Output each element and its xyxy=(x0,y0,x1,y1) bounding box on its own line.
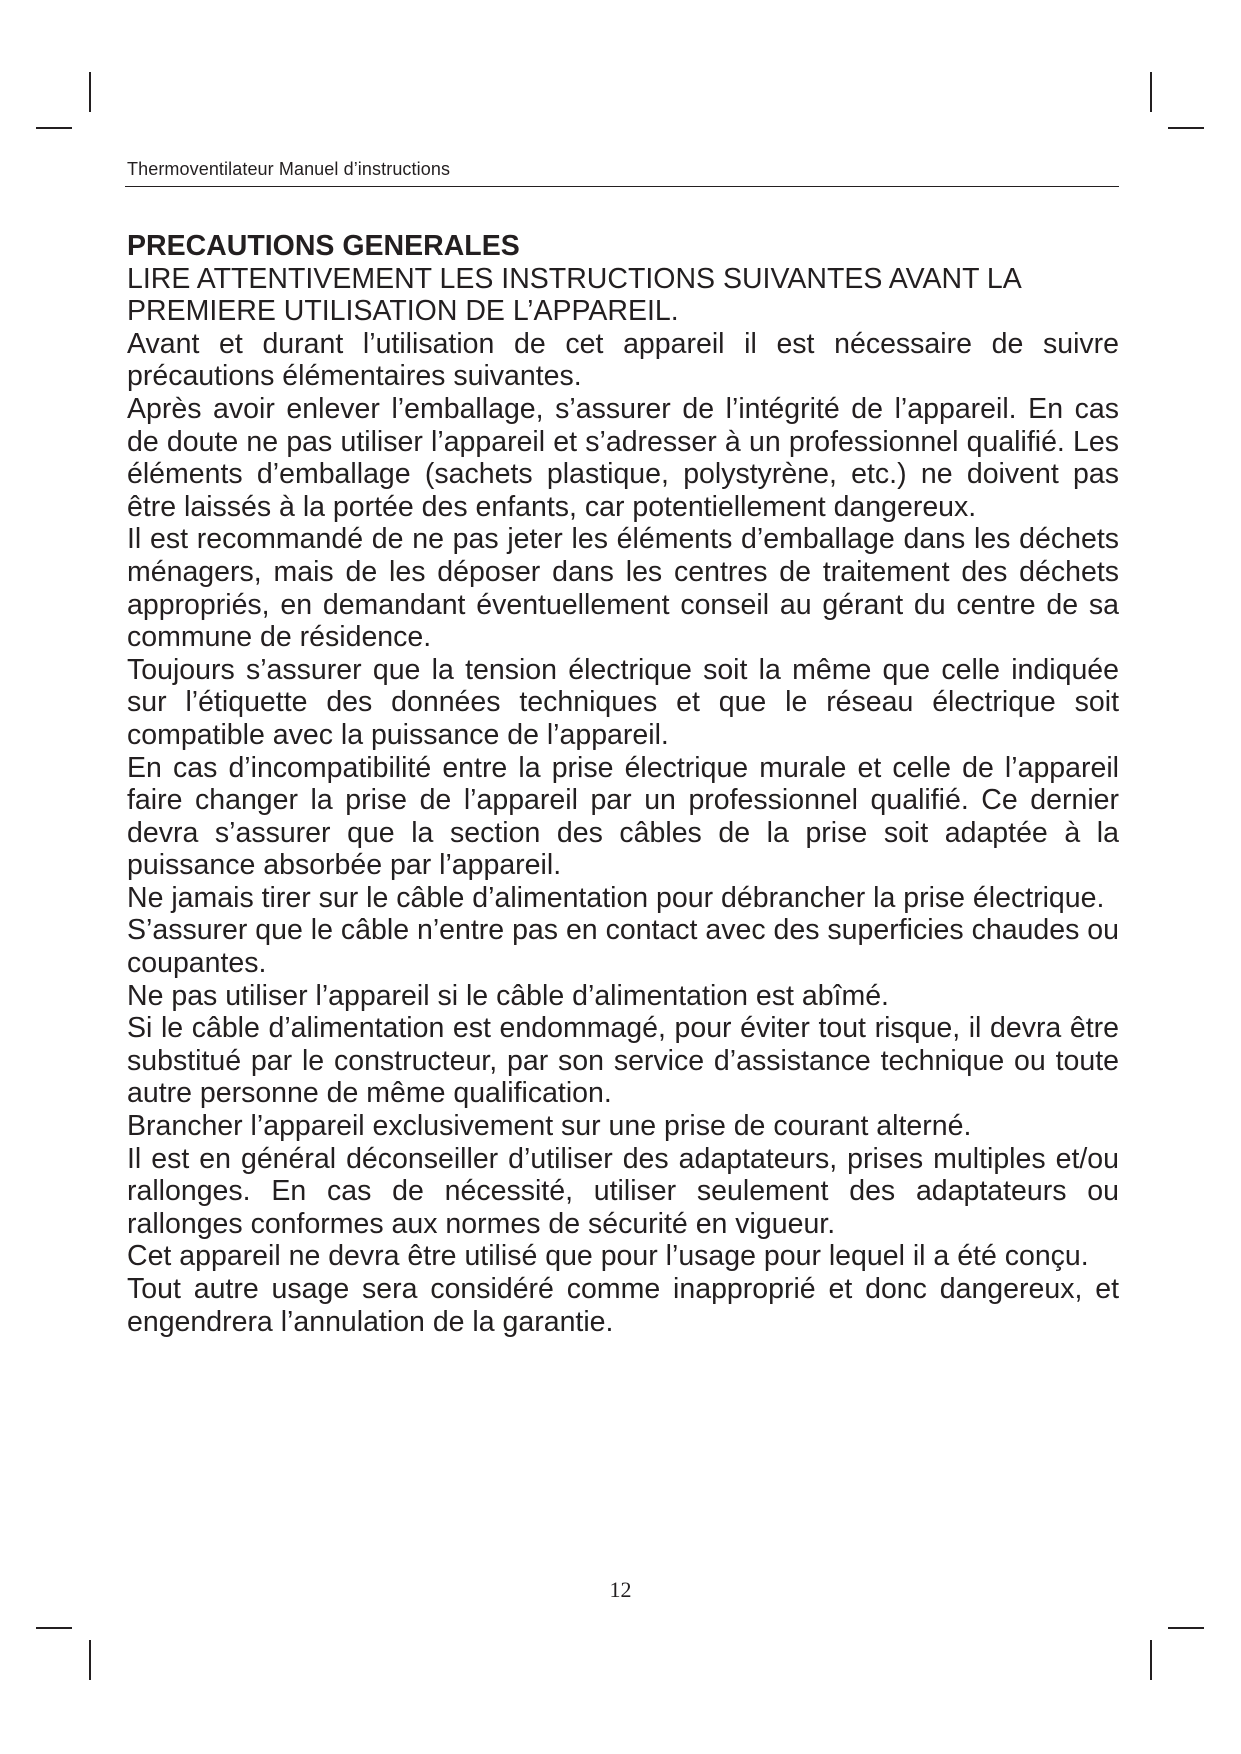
paragraph: S’assurer que le câble n’entre pas en contact avec des superficies chaudes ou coupantes. xyxy=(127,914,1119,980)
paragraph: Après avoir enlever l’emballage, s’assurer de l’intégrité de l’appareil. En cas de doute ne pas utiliser l’appareil et s’adresser à un professionnel qualifié. Les éléments d’emballage (sachets plastique, polystyrène, etc.) ne doivent pas être laissés à la portée des enfants, car potentiellement dangereux. xyxy=(127,392,1119,523)
crop-mark-top-right-horizontal xyxy=(1168,127,1204,129)
crop-mark-top-left-horizontal xyxy=(36,127,72,129)
paragraph: Si le câble d’alimentation est endommagé, pour éviter tout risque, il devra être substitué par le constructeur, par son service d’assistance technique ou toute autre personne de même qualification. xyxy=(127,1012,1119,1110)
crop-mark-bottom-left-horizontal xyxy=(36,1627,72,1629)
paragraph: Ne jamais tirer sur le câble d’alimentation pour débrancher la prise électrique. xyxy=(127,881,1105,914)
crop-mark-bottom-right-vertical xyxy=(1150,1640,1152,1680)
paragraph: Ne pas utiliser l’appareil si le câble d’alimentation est abîmé. xyxy=(127,979,889,1012)
page-number: 12 xyxy=(609,1577,632,1602)
crop-mark-bottom-left-vertical xyxy=(89,1640,91,1680)
crop-mark-top-left-vertical xyxy=(89,72,91,112)
section-title: PRECAUTIONS GENERALES xyxy=(127,230,520,262)
paragraph: Avant et durant l’utilisation de cet appareil il est nécessaire de suivre précautions élémentaires suivantes. xyxy=(127,327,1119,393)
paragraph: Tout autre usage sera considéré comme inapproprié et donc dangereux, et engendrera l’annulation de la garantie. xyxy=(127,1273,1119,1338)
crop-mark-bottom-right-horizontal xyxy=(1168,1627,1204,1629)
paragraph: Brancher l’appareil exclusivement sur une prise de courant alterné. xyxy=(127,1110,972,1143)
paragraph: LIRE ATTENTIVEMENT LES INSTRUCTIONS SUIVANTES AVANT LA PREMIERE UTILISATION DE L’APPAREIL. xyxy=(127,262,1021,328)
header-divider xyxy=(125,186,1119,187)
paragraph: Toujours s’assurer que la tension électrique soit la même que celle indiquée sur l’étiquette des données techniques et que le réseau électrique soit compatible avec la puissance de l’appareil. xyxy=(127,653,1119,751)
paragraph: Cet appareil ne devra être utilisé que pour l’usage pour lequel il a été conçu. xyxy=(127,1240,1089,1273)
running-header: Thermoventilateur Manuel d’instructions xyxy=(127,159,451,179)
crop-mark-top-right-vertical xyxy=(1150,72,1152,112)
paragraph: En cas d’incompatibilité entre la prise électrique murale et celle de l’appareil faire changer la prise de l’appareil par un professionnel qualifié. Ce dernier devra s’assurer que la section des câbles de la prise soit adaptée à la puissance absorbée par l’appareil. xyxy=(127,751,1119,882)
paragraph: Il est recommandé de ne pas jeter les éléments d’emballage dans les déchets ménagers, mais de les déposer dans les centres de traitement des déchets appropriés, en demandant éventuellement conseil au gérant du centre de sa commune de résidence. xyxy=(127,523,1119,654)
paragraph: Il est en général déconseiller d’utiliser des adaptateurs, prises multiples et/ou rallonges. En cas de nécessité, utiliser seulement des adaptateurs ou rallonges conformes aux normes de sécurité en vigueur. xyxy=(127,1142,1119,1240)
page-content xyxy=(127,230,1119,1338)
